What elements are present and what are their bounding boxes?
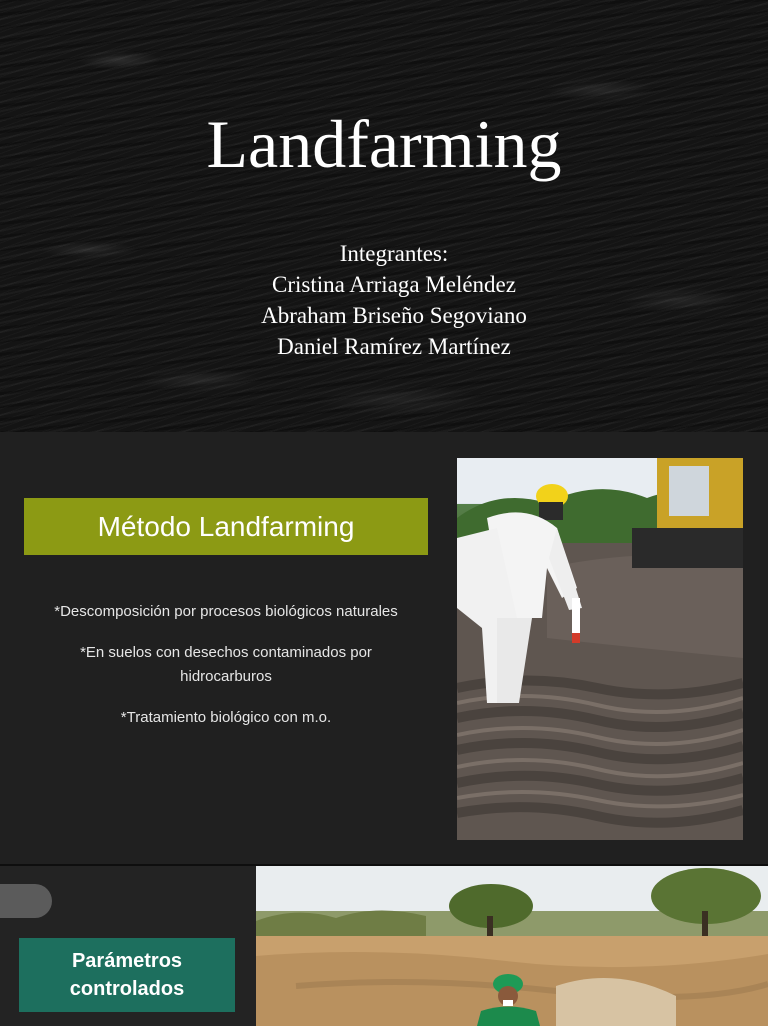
- decorative-pill-shape: [0, 884, 52, 918]
- slide-title: Landfarming: [206, 106, 562, 182]
- method-slide: [0, 432, 768, 864]
- parameters-slide: [0, 864, 768, 1026]
- bullet-item: *Tratamiento biológico con m.o.: [120, 709, 332, 726]
- landfarm-site-photo: [256, 866, 768, 1026]
- parameters-heading: [19, 938, 235, 1012]
- bullet-item: *En suelos con desechos contaminados por hidrocarburos: [80, 644, 372, 685]
- member-name: Daniel Ramírez Martínez: [277, 334, 511, 359]
- member-name: Abraham Briseño Segoviano: [261, 303, 527, 328]
- bullet-item: *Descomposición por procesos biológicos naturales: [54, 603, 398, 620]
- worker-soil-photo: [457, 458, 743, 840]
- parameters-heading-text: Parámetros controlados: [69, 950, 185, 1000]
- method-bullets: [40, 600, 412, 747]
- members-block: [0, 238, 768, 362]
- method-heading: Método Landfarming: [24, 498, 428, 555]
- members-heading: Integrantes:: [339, 241, 449, 266]
- title-slide: [0, 0, 768, 432]
- member-name: Cristina Arriaga Meléndez: [272, 272, 516, 297]
